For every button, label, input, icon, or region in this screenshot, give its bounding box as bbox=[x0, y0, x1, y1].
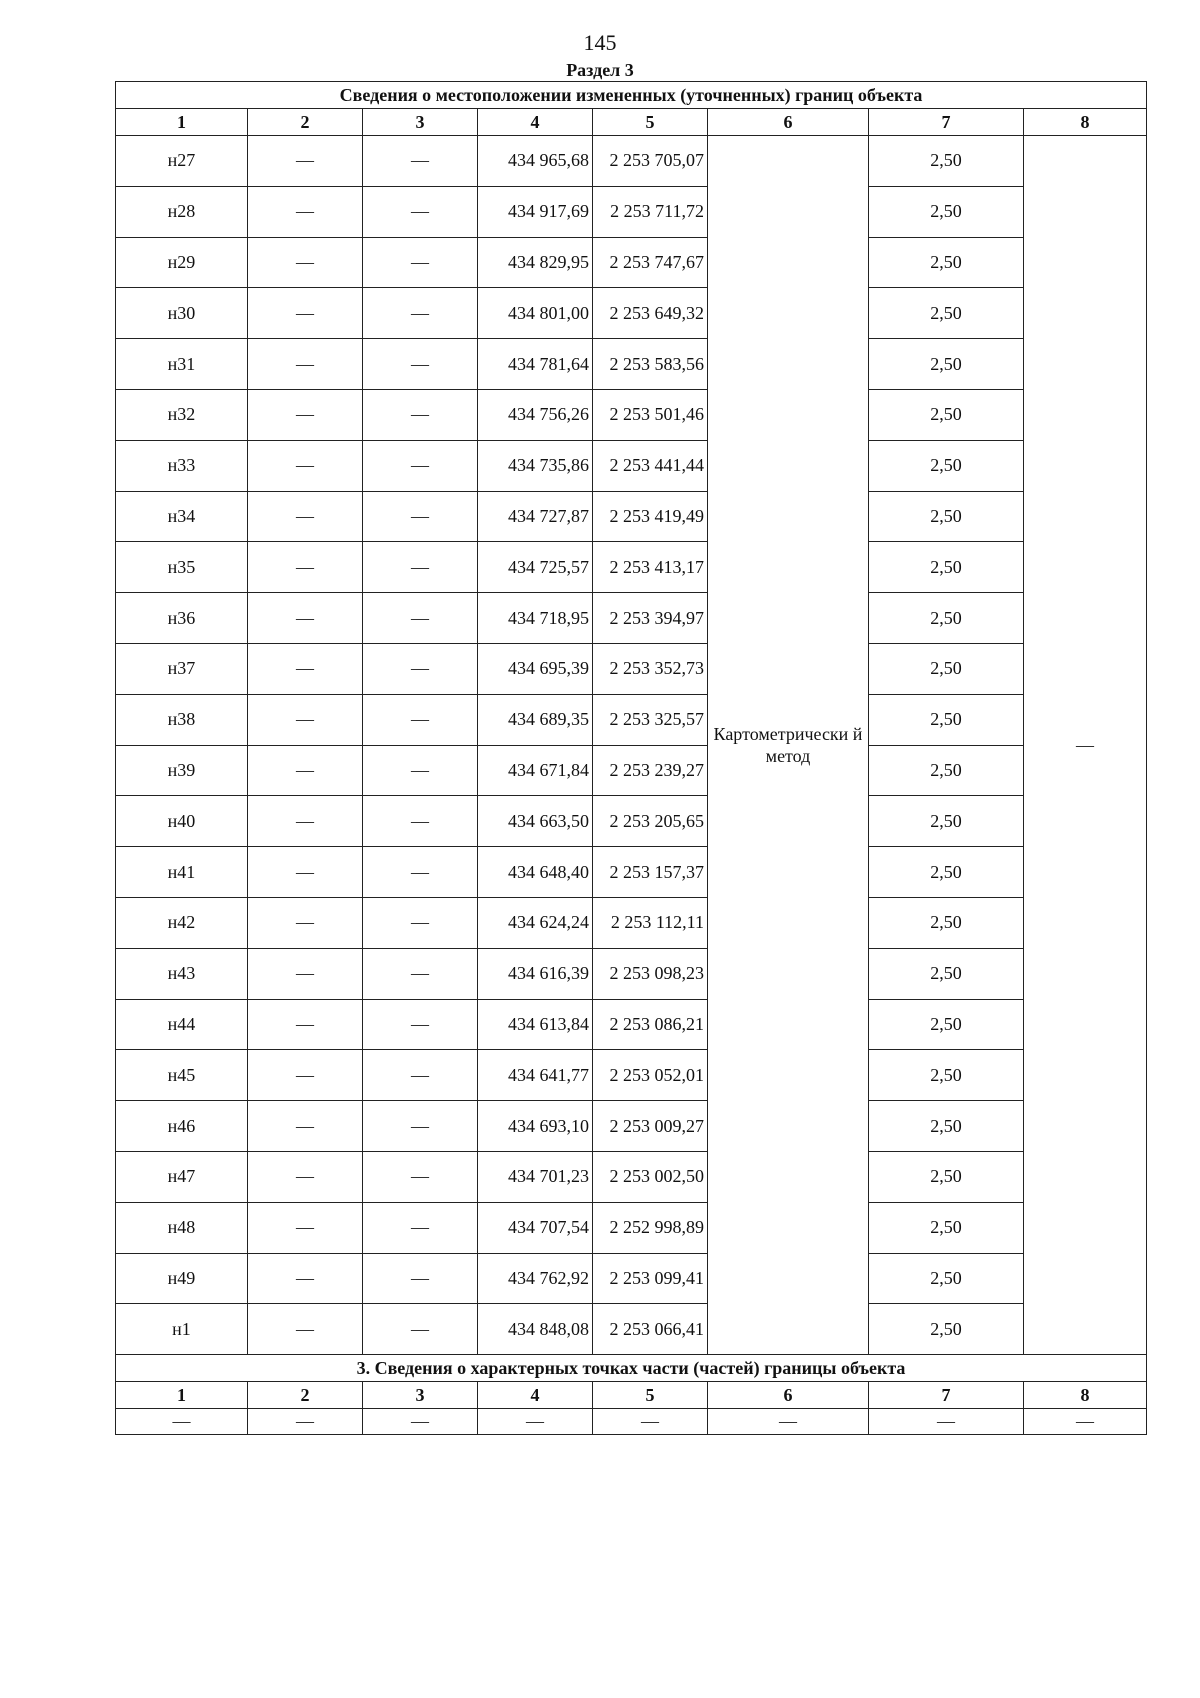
dash-cell: — bbox=[363, 643, 478, 694]
coordinate-x-cell: 434 848,08 bbox=[478, 1304, 593, 1355]
coordinate-y-cell: 2 253 747,67 bbox=[593, 237, 708, 288]
boundary-points-table bbox=[115, 81, 1147, 1435]
table-row bbox=[116, 694, 1147, 745]
point-name-cell: н40 bbox=[116, 796, 248, 847]
dash-cell: — bbox=[248, 745, 363, 796]
accuracy-cell: 2,50 bbox=[869, 643, 1024, 694]
table1-caption: Сведения о местоположении измененных (уточненных) границ объекта bbox=[116, 82, 1147, 109]
coordinate-x-cell: 434 917,69 bbox=[478, 186, 593, 237]
dash-cell: — bbox=[248, 593, 363, 644]
dash-cell: — bbox=[363, 999, 478, 1050]
dash-cell: — bbox=[248, 694, 363, 745]
accuracy-cell: 2,50 bbox=[869, 745, 1024, 796]
table-row bbox=[116, 339, 1147, 390]
dash-cell: — bbox=[248, 491, 363, 542]
table-row bbox=[116, 288, 1147, 339]
table1-column-number: 3 bbox=[363, 109, 478, 136]
dash-cell: — bbox=[363, 1253, 478, 1304]
coordinate-x-cell: 434 707,54 bbox=[478, 1202, 593, 1253]
point-name-cell: н42 bbox=[116, 897, 248, 948]
coordinate-y-cell: 2 253 501,46 bbox=[593, 389, 708, 440]
point-name-cell: н44 bbox=[116, 999, 248, 1050]
coordinate-x-cell: 434 965,68 bbox=[478, 136, 593, 187]
point-name-cell: н31 bbox=[116, 339, 248, 390]
accuracy-cell: 2,50 bbox=[869, 339, 1024, 390]
table-row bbox=[116, 1101, 1147, 1152]
coordinate-y-cell: 2 253 205,65 bbox=[593, 796, 708, 847]
dash-cell: — bbox=[708, 1409, 869, 1435]
dash-cell: — bbox=[478, 1409, 593, 1435]
table2-column-number: 2 bbox=[248, 1382, 363, 1409]
table-row bbox=[116, 237, 1147, 288]
dash-cell: — bbox=[363, 897, 478, 948]
table-row bbox=[116, 796, 1147, 847]
coordinate-y-cell: 2 253 099,41 bbox=[593, 1253, 708, 1304]
dash-cell: — bbox=[248, 1253, 363, 1304]
point-name-cell: н39 bbox=[116, 745, 248, 796]
table-row bbox=[116, 847, 1147, 898]
dash-cell: — bbox=[363, 694, 478, 745]
dash-cell: — bbox=[869, 1409, 1024, 1435]
accuracy-cell: 2,50 bbox=[869, 593, 1024, 644]
coordinate-y-cell: 2 253 394,97 bbox=[593, 593, 708, 644]
accuracy-cell: 2,50 bbox=[869, 796, 1024, 847]
coordinate-y-cell: 2 253 112,11 bbox=[593, 897, 708, 948]
table1-column-number: 4 bbox=[478, 109, 593, 136]
point-name-cell: н33 bbox=[116, 440, 248, 491]
coordinate-x-cell: 434 616,39 bbox=[478, 948, 593, 999]
coordinate-x-cell: 434 624,24 bbox=[478, 897, 593, 948]
point-name-cell: н47 bbox=[116, 1151, 248, 1202]
dash-cell: — bbox=[363, 948, 478, 999]
point-name-cell: н30 bbox=[116, 288, 248, 339]
dash-cell: — bbox=[363, 1101, 478, 1152]
coordinate-y-cell: 2 253 413,17 bbox=[593, 542, 708, 593]
coordinate-y-cell: 2 253 325,57 bbox=[593, 694, 708, 745]
coordinate-x-cell: 434 641,77 bbox=[478, 1050, 593, 1101]
dash-cell: — bbox=[363, 491, 478, 542]
coordinate-y-cell: 2 253 086,21 bbox=[593, 999, 708, 1050]
coordinate-y-cell: 2 253 352,73 bbox=[593, 643, 708, 694]
table2-column-number: 8 bbox=[1024, 1382, 1147, 1409]
accuracy-cell: 2,50 bbox=[869, 1151, 1024, 1202]
coordinate-x-cell: 434 663,50 bbox=[478, 796, 593, 847]
dash-cell: — bbox=[248, 136, 363, 187]
accuracy-cell: 2,50 bbox=[869, 288, 1024, 339]
point-name-cell: н1 bbox=[116, 1304, 248, 1355]
coordinate-y-cell: 2 253 066,41 bbox=[593, 1304, 708, 1355]
dash-cell: — bbox=[248, 237, 363, 288]
coordinate-x-cell: 434 801,00 bbox=[478, 288, 593, 339]
coordinate-y-cell: 2 253 711,72 bbox=[593, 186, 708, 237]
table2-column-number: 6 bbox=[708, 1382, 869, 1409]
table-row bbox=[116, 999, 1147, 1050]
point-name-cell: н45 bbox=[116, 1050, 248, 1101]
page-number: 145 bbox=[583, 30, 617, 55]
coordinate-x-cell: 434 762,92 bbox=[478, 1253, 593, 1304]
point-name-cell: н46 bbox=[116, 1101, 248, 1152]
method-cell: Картометрически й метод bbox=[708, 136, 869, 1355]
table-row bbox=[116, 745, 1147, 796]
point-name-cell: н41 bbox=[116, 847, 248, 898]
coordinate-y-cell: 2 253 002,50 bbox=[593, 1151, 708, 1202]
dash-cell: — bbox=[1024, 1409, 1147, 1435]
dash-cell: — bbox=[363, 796, 478, 847]
dash-cell: — bbox=[248, 643, 363, 694]
coordinate-x-cell: 434 701,23 bbox=[478, 1151, 593, 1202]
coordinate-y-cell: 2 253 052,01 bbox=[593, 1050, 708, 1101]
dash-cell: — bbox=[363, 1202, 478, 1253]
dash-cell: — bbox=[248, 1151, 363, 1202]
table-row bbox=[116, 186, 1147, 237]
dash-cell: — bbox=[248, 542, 363, 593]
dash-cell: — bbox=[363, 186, 478, 237]
table2-column-number: 1 bbox=[116, 1382, 248, 1409]
coordinate-x-cell: 434 735,86 bbox=[478, 440, 593, 491]
point-name-cell: н29 bbox=[116, 237, 248, 288]
coordinate-x-cell: 434 648,40 bbox=[478, 847, 593, 898]
table2-column-number: 7 bbox=[869, 1382, 1024, 1409]
table1-column-number: 7 bbox=[869, 109, 1024, 136]
accuracy-cell: 2,50 bbox=[869, 694, 1024, 745]
dash-cell: — bbox=[363, 1050, 478, 1101]
dash-cell: — bbox=[248, 1101, 363, 1152]
dash-cell: — bbox=[363, 237, 478, 288]
table-row bbox=[116, 1253, 1147, 1304]
accuracy-cell: 2,50 bbox=[869, 1304, 1024, 1355]
dash-cell: — bbox=[363, 593, 478, 644]
table-row bbox=[116, 491, 1147, 542]
coordinate-x-cell: 434 671,84 bbox=[478, 745, 593, 796]
point-name-cell: н49 bbox=[116, 1253, 248, 1304]
table1-column-number: 2 bbox=[248, 109, 363, 136]
coordinate-x-cell: 434 781,64 bbox=[478, 339, 593, 390]
table-row bbox=[116, 643, 1147, 694]
table-row bbox=[116, 1202, 1147, 1253]
point-name-cell: н38 bbox=[116, 694, 248, 745]
dash-cell: — bbox=[248, 1202, 363, 1253]
accuracy-cell: 2,50 bbox=[869, 237, 1024, 288]
coordinate-x-cell: 434 829,95 bbox=[478, 237, 593, 288]
dash-cell: — bbox=[248, 339, 363, 390]
dash-cell: — bbox=[363, 1409, 478, 1435]
dash-cell: — bbox=[248, 1409, 363, 1435]
table2-column-number: 4 bbox=[478, 1382, 593, 1409]
coordinate-x-cell: 434 727,87 bbox=[478, 491, 593, 542]
dash-cell: — bbox=[248, 948, 363, 999]
accuracy-cell: 2,50 bbox=[869, 440, 1024, 491]
table-row bbox=[116, 897, 1147, 948]
coordinate-y-cell: 2 253 157,37 bbox=[593, 847, 708, 898]
table-row bbox=[116, 440, 1147, 491]
accuracy-cell: 2,50 bbox=[869, 948, 1024, 999]
point-name-cell: н27 bbox=[116, 136, 248, 187]
dash-cell: — bbox=[248, 288, 363, 339]
coordinate-y-cell: 2 252 998,89 bbox=[593, 1202, 708, 1253]
point-name-cell: н28 bbox=[116, 186, 248, 237]
table-row bbox=[116, 1304, 1147, 1355]
accuracy-cell: 2,50 bbox=[869, 1253, 1024, 1304]
section-title: Раздел 3 bbox=[566, 60, 634, 80]
dash-cell: — bbox=[363, 1151, 478, 1202]
dash-cell: — bbox=[248, 389, 363, 440]
coordinate-x-cell: 434 613,84 bbox=[478, 999, 593, 1050]
dash-cell: — bbox=[593, 1409, 708, 1435]
table1-column-number: 1 bbox=[116, 109, 248, 136]
coordinate-x-cell: 434 693,10 bbox=[478, 1101, 593, 1152]
dash-cell: — bbox=[116, 1409, 248, 1435]
accuracy-cell: 2,50 bbox=[869, 847, 1024, 898]
dash-cell: — bbox=[248, 847, 363, 898]
accuracy-cell: 2,50 bbox=[869, 491, 1024, 542]
coordinate-y-cell: 2 253 419,49 bbox=[593, 491, 708, 542]
coordinate-y-cell: 2 253 239,27 bbox=[593, 745, 708, 796]
dash-cell: — bbox=[363, 288, 478, 339]
table1-column-number: 6 bbox=[708, 109, 869, 136]
dash-cell: — bbox=[248, 1304, 363, 1355]
table1-column-numbers bbox=[116, 109, 1147, 136]
coordinate-y-cell: 2 253 705,07 bbox=[593, 136, 708, 187]
accuracy-cell: 2,50 bbox=[869, 136, 1024, 187]
coordinate-x-cell: 434 695,39 bbox=[478, 643, 593, 694]
point-name-cell: н35 bbox=[116, 542, 248, 593]
dash-cell: — bbox=[248, 440, 363, 491]
coordinate-x-cell: 434 689,35 bbox=[478, 694, 593, 745]
coordinate-y-cell: 2 253 098,23 bbox=[593, 948, 708, 999]
dash-cell: — bbox=[363, 847, 478, 898]
accuracy-cell: 2,50 bbox=[869, 897, 1024, 948]
table-row bbox=[116, 1151, 1147, 1202]
table2-column-number: 5 bbox=[593, 1382, 708, 1409]
point-name-cell: н32 bbox=[116, 389, 248, 440]
table-row bbox=[116, 593, 1147, 644]
dash-cell: — bbox=[363, 389, 478, 440]
accuracy-cell: 2,50 bbox=[869, 1202, 1024, 1253]
point-name-cell: н36 bbox=[116, 593, 248, 644]
point-name-cell: н37 bbox=[116, 643, 248, 694]
point-name-cell: н48 bbox=[116, 1202, 248, 1253]
accuracy-cell: 2,50 bbox=[869, 186, 1024, 237]
accuracy-cell: 2,50 bbox=[869, 389, 1024, 440]
dash-cell: — bbox=[363, 745, 478, 796]
coordinate-x-cell: 434 718,95 bbox=[478, 593, 593, 644]
dash-cell: — bbox=[248, 796, 363, 847]
dash-cell: — bbox=[363, 542, 478, 593]
table-row bbox=[116, 136, 1147, 187]
table2-column-number: 3 bbox=[363, 1382, 478, 1409]
dash-cell: — bbox=[248, 999, 363, 1050]
accuracy-cell: 2,50 bbox=[869, 542, 1024, 593]
coordinate-y-cell: 2 253 649,32 bbox=[593, 288, 708, 339]
accuracy-cell: 2,50 bbox=[869, 1101, 1024, 1152]
table-row bbox=[116, 1050, 1147, 1101]
accuracy-cell: 2,50 bbox=[869, 1050, 1024, 1101]
dash-cell: — bbox=[248, 897, 363, 948]
dash-cell: — bbox=[363, 440, 478, 491]
table-row bbox=[116, 389, 1147, 440]
dash-cell: — bbox=[248, 1050, 363, 1101]
coordinate-y-cell: 2 253 441,44 bbox=[593, 440, 708, 491]
point-name-cell: н34 bbox=[116, 491, 248, 542]
table-row bbox=[116, 948, 1147, 999]
dash-cell: — bbox=[363, 339, 478, 390]
dash-cell: — bbox=[248, 186, 363, 237]
dash-cell: — bbox=[363, 1304, 478, 1355]
table1-column-number: 8 bbox=[1024, 109, 1147, 136]
table2-caption: 3. Сведения о характерных точках части (частей) границы объекта bbox=[116, 1355, 1147, 1382]
accuracy-cell: 2,50 bbox=[869, 999, 1024, 1050]
table2-column-numbers bbox=[116, 1382, 1147, 1409]
coordinate-y-cell: 2 253 583,56 bbox=[593, 339, 708, 390]
table-row bbox=[116, 542, 1147, 593]
table1-column-number: 5 bbox=[593, 109, 708, 136]
dash-cell: — bbox=[363, 136, 478, 187]
coordinate-y-cell: 2 253 009,27 bbox=[593, 1101, 708, 1152]
point-name-cell: н43 bbox=[116, 948, 248, 999]
coordinate-x-cell: 434 756,26 bbox=[478, 389, 593, 440]
table-row bbox=[116, 1409, 1147, 1435]
coordinate-x-cell: 434 725,57 bbox=[478, 542, 593, 593]
column8-cell: — bbox=[1024, 136, 1147, 1355]
